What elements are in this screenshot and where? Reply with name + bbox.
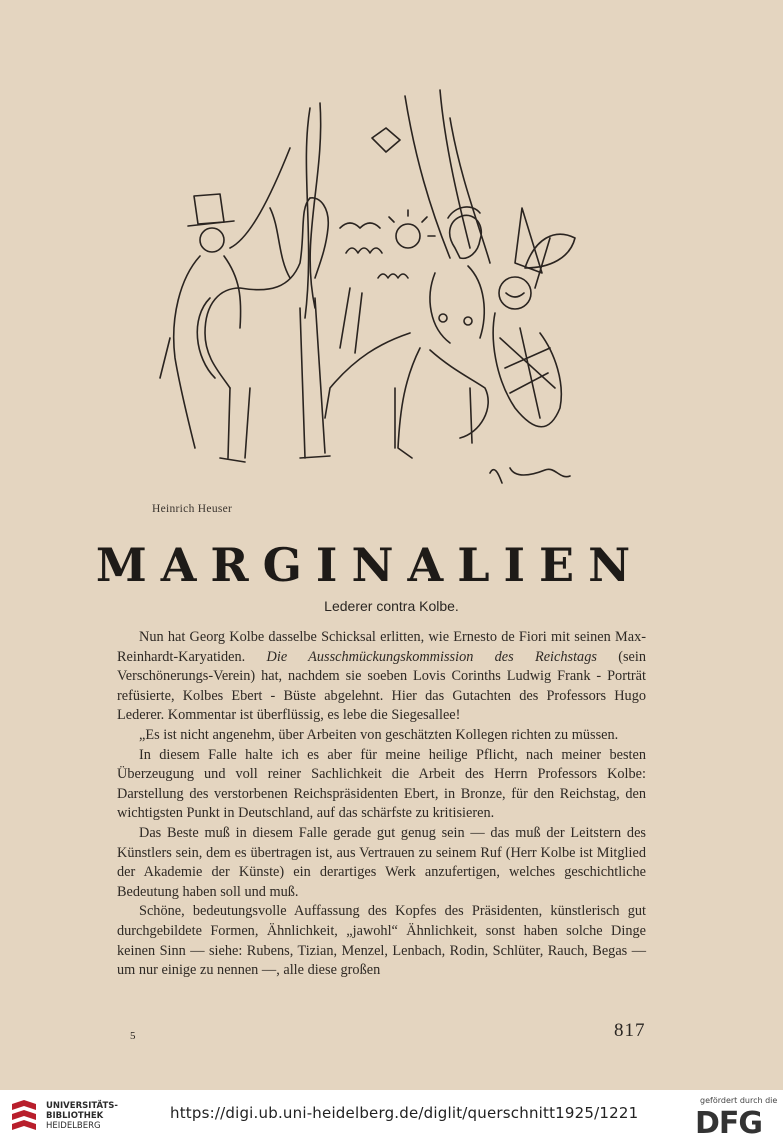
library-logo-icon bbox=[8, 1098, 40, 1136]
illustration-caption: Heinrich Heuser bbox=[152, 503, 233, 515]
paragraph-text: (sein Verschönerungs-Verein) hat, nachdem sie soeben Lovis Corinths Ludwig Frank - Porträt refüsierte, Kolbes Ebert - Büste abgelehnt. Hier das Gutachten des Professors Hugo Lederer. Kommentar ist überflüssig, es lebe die Siegesallee! bbox=[117, 648, 646, 724]
section-heading: MARGINALIEN bbox=[95, 538, 645, 592]
article-body bbox=[117, 628, 646, 981]
dfg-logo: DFG bbox=[695, 1106, 763, 1141]
page-number: 817 bbox=[614, 1020, 646, 1041]
signature-mark: 5 bbox=[130, 1030, 136, 1042]
paragraph: „Es ist nicht angenehm, über Arbeiten von geschätzten Kollegen richten zu müssen. bbox=[139, 726, 619, 743]
funding-note: gefördert durch die bbox=[700, 1096, 778, 1105]
library-line: HEIDELBERG bbox=[46, 1121, 101, 1131]
paragraph: Das Beste muß in diesem Falle gerade gut genug sein — das muß der Leitstern des Künstlers sein, dem es übertragen ist, aus Vertrauen zu seinem Ruf (Herr Kolbe ist Mitglied der Akademie der Künste) ein derartiges Werk anzufertigen, welches geschichtliche Bedeutung haben soll und muß. bbox=[117, 824, 646, 900]
paragraph: In diesem Falle halte ich es aber für meine heilige Pflicht, nach meiner besten Überzeugung und voll reiner Sachlichkeit die Arbeit des Herrn Professors Kolbe: Darstellung des verstorbenen Reichspräsidenten Ebert, in Bronze, für den Reichstag, den wichtigsten Punkt in Deutschland, auf das schärfste zu kritisieren. bbox=[117, 746, 646, 822]
permalink-url[interactable]: https://digi.ub.uni-heidelberg.de/diglit/querschnitt1925/1221 bbox=[170, 1104, 639, 1122]
article-title: Lederer contra Kolbe. bbox=[324, 598, 459, 614]
viewer-footer-bar bbox=[0, 1090, 783, 1145]
pen-drawing-illustration bbox=[150, 88, 590, 508]
paragraph bbox=[117, 628, 646, 726]
library-line: UNIVERSITÄTS- bbox=[46, 1101, 118, 1111]
italic-phrase: Die Ausschmückungskommission des Reichstags bbox=[266, 648, 597, 665]
paragraph: Schöne, bedeutungsvolle Auffassung des Kopfes des Präsidenten, künstlerisch gut durchgebildete Formen, Ähnlichkeit, „jawohl“ Ähnlichkeit, sonst haben solche Dinge keinen Sinn — siehe: Rubens, Tizian, Menzel, Lenbach, Rodin, Schlüter, Rauch, Begas — um nur einige zu nennen —, alle diese großen bbox=[117, 903, 646, 979]
library-name bbox=[46, 1101, 118, 1131]
library-line: BIBLIOTHEK bbox=[46, 1111, 104, 1121]
paragraph-text: Nun hat Georg Kolbe dasselbe Schicksal erlitten, wie Ernesto de Fiori mit seinen Max-Reinhardt-Karyatiden. bbox=[117, 629, 646, 665]
